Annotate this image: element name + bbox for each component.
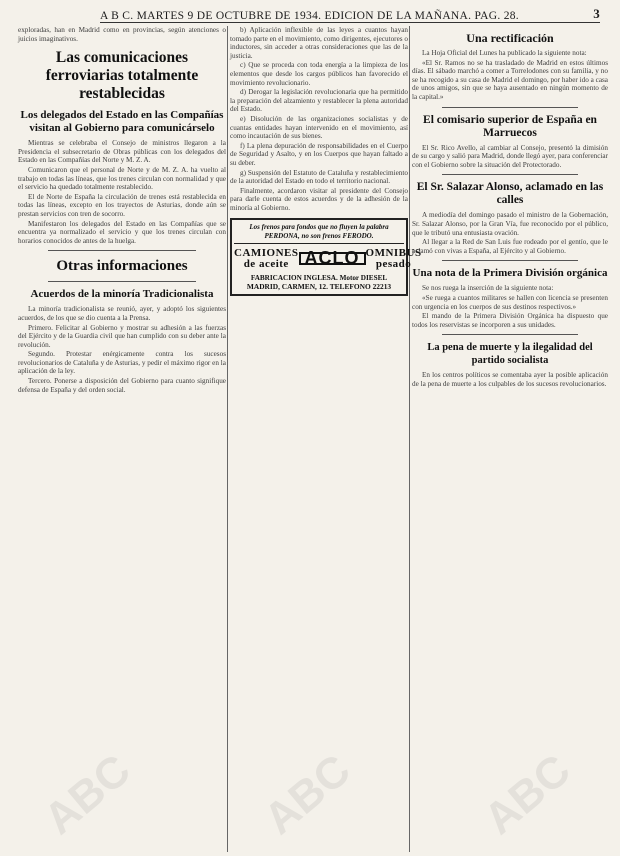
paragraph: g) Suspensión del Estatuto de Cataluña y restablecimiento de la autoridad del Estado en todo el territorio nacional. [230, 168, 408, 186]
paragraph: La minoría tradicionalista se reunió, ayer, y adoptó los siguientes acuerdos, de los que se dio cuenta a la Prensa. [18, 305, 226, 322]
ad-main-row [234, 246, 422, 270]
paragraph: Manifestaron los delegados del Estado en las Compañías que se encuentra ya normalizado el servicio y que los trenes circulan con horarios conocidos de antes de la huelga. [18, 219, 226, 245]
ad-word-pesado: pesado [375, 257, 412, 270]
ad-word-camiones: CAMIONES [234, 246, 299, 259]
headline-rectification: Una rectificación [466, 31, 554, 45]
advertisement-aclo [230, 218, 422, 296]
paragraph: Comunicaron que el personal de Norte y de M. Z. A. ha vuelto al trabajo en todas las líneas, que los trenes circulan con normalidad y que el servicio ha quedado totalmente restablecido. [18, 165, 226, 192]
section-divider [48, 250, 196, 251]
subhead-delegates: Los delegados del Estado en las Compañías visitan al Gobierno para comunicárselo [20, 109, 224, 135]
paragraph: El de Norte de España la circulación de trenes está restablecida en todas las líneas, excepto en los trayectos de Asturias, donde aún se prestan servicios con tren de socorro. [18, 192, 226, 218]
watermark: ABC [475, 745, 580, 845]
ad-word-omnibus: OMNIBUS [365, 246, 422, 259]
paragraph: c) Que se proceda con toda energía a la limpieza de los elementos que desde los cargos públicos han favorecido el movimiento revolucionario. [230, 61, 408, 87]
headline-division-note: Una nota de la Primera División orgánica [412, 267, 608, 280]
column-divider-1 [227, 26, 228, 852]
ad-word-de-aceite: de aceite [243, 257, 289, 270]
paragraph: En los centros políticos se comentaba ayer la posible aplicación de la pena de muerte a los culpables de los sucesos revolucionarios. [412, 371, 608, 388]
paragraph: Primero. Felicitar al Gobierno y mostrar su adhesión a las fuerzas del Ejército y de la Guardia civil que han cumplido con su deber ante la revolución. [18, 323, 226, 349]
running-title: A B C. MARTES 9 DE OCTUBRE DE 1934. EDICION DE LA MAÑANA. PAG. 28. [100, 10, 519, 22]
paragraph: El mando de la Primera División Orgánica ha dispuesto que todos los reservistas se incorporen a sus unidades. [412, 312, 608, 329]
headline-other-news: Otras informaciones [56, 258, 188, 275]
paragraph: b) Aplicación inflexible de las leyes a cuantos hayan tomado parte en el movimiento, como dirigentes, ejecutores o inductores, sin acceder a otras consideraciones que las de la justicia. [230, 26, 408, 60]
section-divider [442, 260, 578, 261]
paragraph: A mediodía del domingo pasado el ministro de la Gobernación, Sr. Salazar Alonso, por la Gran Vía, fue reconocido por el público, que le tributó una entusiasta ovación. [412, 211, 608, 237]
ad-address-line: MADRID, CARMEN, 12. TELEFONO 22213 [246, 281, 392, 291]
page-header [100, 6, 600, 23]
headline-death-penalty: La pena de muerte y la ilegalidad del partido socialista [427, 342, 593, 367]
headline-railways: Las comunicaciones ferroviarias totalmente restablecidas [45, 49, 199, 103]
ad-diesel-line: FABRICACION INGLESA. Motor DIESEL [250, 273, 388, 282]
paragraph: Se nos ruega la inserción de la siguiente nota: [422, 284, 554, 293]
headline-salazar: El Sr. Salazar Alonso, aclamado en las calles [416, 181, 604, 207]
headline-commissioner: El comisario superior de España en Marruecos [423, 113, 597, 139]
page-mark: 3 [593, 6, 600, 21]
paragraph: Segundo. Protestar enérgicamente contra los sucesos revolucionarios de Cataluña y de Asturias, y pedir el máximo rigor en la aplicación de la ley. [18, 350, 226, 376]
paragraph: e) Disolución de las organizaciones socialistas y de cuantas entidades hayan intervenido en el movimiento, así como incautación de sus bienes. [230, 114, 408, 141]
ad-ferodo-line: Los frenos para fondos que no fluyen la palabra PERDONA, no son frenos FERODO. [234, 223, 404, 243]
intro-text: exploradas, han en Madrid como en provincias, según atenciones o juicios imaginativos. [18, 26, 226, 43]
paragraph: «El Sr. Ramos no se ha trasladado de Madrid en estos últimos días. El sábado marchó a comer a Torrelodones con su familia, y no se ha recogido a su casa de Madrid el domingo, por haber ido a casa de unos amigos, sin que se haya ausentado en ningún momento de la capital.» [412, 58, 608, 101]
section-divider [442, 174, 578, 175]
paragraph: Finalmente, acordaron visitar al presidente del Consejo para darle cuenta de estos acuerdos y de la adhesión de la minoría al Gobierno. [230, 186, 408, 212]
paragraph: f) La plena depuración de responsabilidades en el Cuerpo de Seguridad y Asalto, y en los Cuerpos que hayan faltado a su deber. [230, 141, 408, 167]
column-left [18, 26, 226, 852]
paragraph: La Hoja Oficial del Lunes ha publicado la siguiente nota: [422, 49, 587, 57]
paragraph: El Sr. Rico Avello, al cambiar al Consejo, presentó la dimisión de su cargo y salió para Madrid, donde llegó ayer, para conferenciar con el Gobierno sobre la situación del Protectorado. [412, 143, 608, 169]
watermark: ABC [255, 745, 360, 845]
paragraph: Mientras se celebraba el Consejo de ministros llegaron a la Presidencia el subsecretario de Obras públicas con los delegados del Estado en las Compañías del Norte y M. Z. A. [18, 139, 226, 165]
watermark: ABC [35, 745, 140, 845]
aclo-logo: ACLO [299, 252, 366, 265]
subhead-traditionalist: Acuerdos de la minoría Tradicionalista [30, 288, 214, 301]
column-divider-2 [409, 26, 410, 852]
section-divider [442, 107, 578, 108]
column-middle [230, 26, 422, 852]
section-divider [48, 281, 196, 282]
column-right [412, 26, 608, 852]
paragraph: «Se ruega a cuantos militares se hallen con licencia se presenten con urgencia en los cuerpos de sus destinos respectivos.» [412, 293, 608, 311]
paragraph: d) Derogar la legislación revolucionaria que ha permitido la preparación del alzamiento y restablecer la plena autoridad del Estado. [230, 88, 408, 114]
section-divider [442, 334, 578, 335]
paragraph: Al llegar a la Red de San Luis fue rodeado por el gentío, que le aclamó con vivas a España, al Ejército y al Gobierno. [412, 238, 608, 255]
paragraph: Tercero. Ponerse a disposición del Gobierno para cuanto signifique defensa de España y del orden social. [18, 377, 226, 394]
